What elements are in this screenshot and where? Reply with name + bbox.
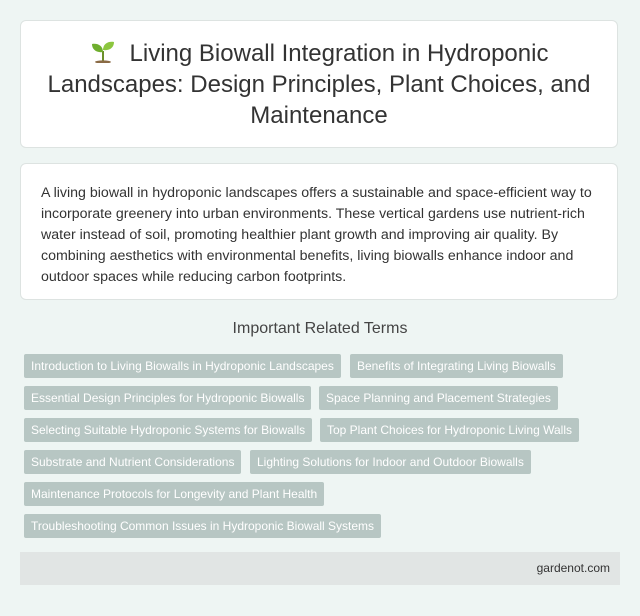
related-term-tag[interactable]: Substrate and Nutrient Considerations xyxy=(24,450,241,474)
related-term-tag[interactable]: Maintenance Protocols for Longevity and Plant Health xyxy=(24,482,324,506)
related-term-tag[interactable]: Essential Design Principles for Hydroponic Biowalls xyxy=(24,386,311,410)
title-card xyxy=(20,20,618,148)
summary-text: A living biowall in hydroponic landscapes offers a sustainable and space-efficient way to incorporate greenery into urban environments. These vertical gardens use nutrient-rich water instead of soil, promoting healthier plant growth and improving air quality. By combining aesthetics with environmental benefits, living biowalls enhance indoor and outdoor spaces while reducing carbon footprints. xyxy=(41,185,592,285)
related-term-tag[interactable]: Introduction to Living Biowalls in Hydroponic Landscapes xyxy=(24,354,341,378)
related-terms-heading: Important Related Terms xyxy=(232,320,408,337)
footer-site-link[interactable]: gardenot.com xyxy=(536,561,610,575)
related-term-tag[interactable]: Space Planning and Placement Strategies xyxy=(319,386,558,410)
seedling-icon xyxy=(90,39,116,63)
page-title xyxy=(39,38,599,131)
related-term-tag[interactable]: Troubleshooting Common Issues in Hydroponic Biowall Systems xyxy=(24,514,381,538)
related-term-tag[interactable]: Top Plant Choices for Hydroponic Living Walls xyxy=(320,418,579,442)
page-title-text: Living Biowall Integration in Hydroponic Landscapes: Design Principles, Plant Choices, and Maintenance xyxy=(47,39,591,129)
related-term-tag[interactable]: Selecting Suitable Hydroponic Systems for Biowalls xyxy=(24,418,312,442)
summary-card xyxy=(20,163,618,300)
related-term-tag[interactable]: Lighting Solutions for Indoor and Outdoor Biowalls xyxy=(250,450,531,474)
related-term-tag[interactable]: Benefits of Integrating Living Biowalls xyxy=(350,354,563,378)
footer xyxy=(20,552,620,585)
